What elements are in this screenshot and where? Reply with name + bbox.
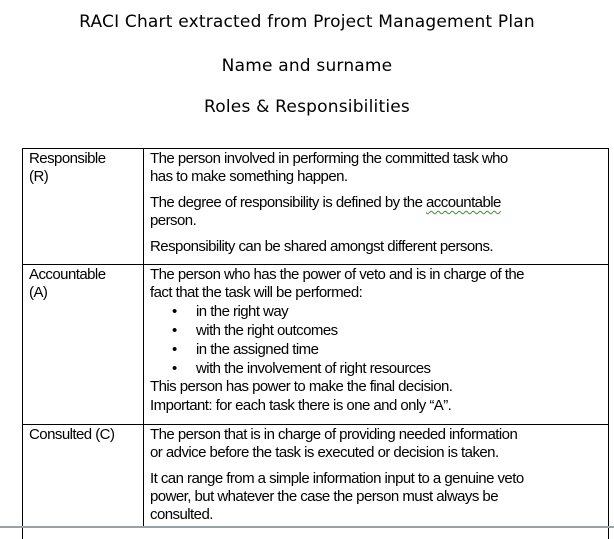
role-abbrev: (R) — [29, 168, 49, 185]
description-line — [150, 194, 501, 212]
description-line: person. — [150, 212, 197, 229]
description-line: power, but whatever the case the person must always be — [150, 488, 499, 505]
role-label: Consulted (C) — [29, 426, 115, 443]
text: The degree of responsibility is defined by the — [150, 194, 426, 211]
section-heading: Roles & Responsibilities — [204, 97, 410, 117]
bullet-icon: • — [172, 360, 178, 377]
bullet-item: with the right outcomes — [196, 322, 338, 339]
description-line: It can range from a simple information input to a genuine veto — [150, 470, 524, 487]
description-line: Important: for each task there is one and only “A”. — [150, 397, 452, 414]
document-title: RACI Chart extracted from Project Management Plan — [79, 12, 535, 32]
description-line: The person that is in charge of providing needed information — [150, 426, 518, 443]
role-label: Responsible — [29, 150, 106, 167]
description-line: The person who has the power of veto and is in charge of the — [150, 266, 524, 283]
description-line: has to make something happen. — [150, 168, 348, 185]
bullet-icon: • — [172, 322, 178, 339]
description-line: Responsibility can be shared amongst different persons. — [150, 238, 494, 255]
description-line: This person has power to make the final decision. — [150, 378, 453, 395]
column-divider — [143, 148, 144, 528]
role-abbrev: (A) — [29, 284, 48, 301]
name-heading: Name and surname — [221, 56, 393, 76]
bullet-item: in the right way — [196, 303, 289, 320]
bullet-item: in the assigned time — [196, 341, 319, 358]
description-line: or advice before the task is executed or decision is taken. — [150, 444, 499, 461]
description-line: The person involved in performing the committed task who — [150, 150, 508, 167]
row-divider — [22, 264, 608, 265]
bullet-icon: • — [172, 341, 178, 358]
spellcheck-word: accountable — [426, 194, 501, 211]
description-line: fact that the task will be performed: — [150, 284, 363, 301]
row-divider — [22, 424, 608, 425]
role-label: Accountable — [29, 266, 106, 283]
bullet-icon: • — [172, 303, 178, 320]
bullet-item: with the involvement of right resources — [196, 360, 431, 377]
description-line: consulted. — [150, 506, 213, 523]
